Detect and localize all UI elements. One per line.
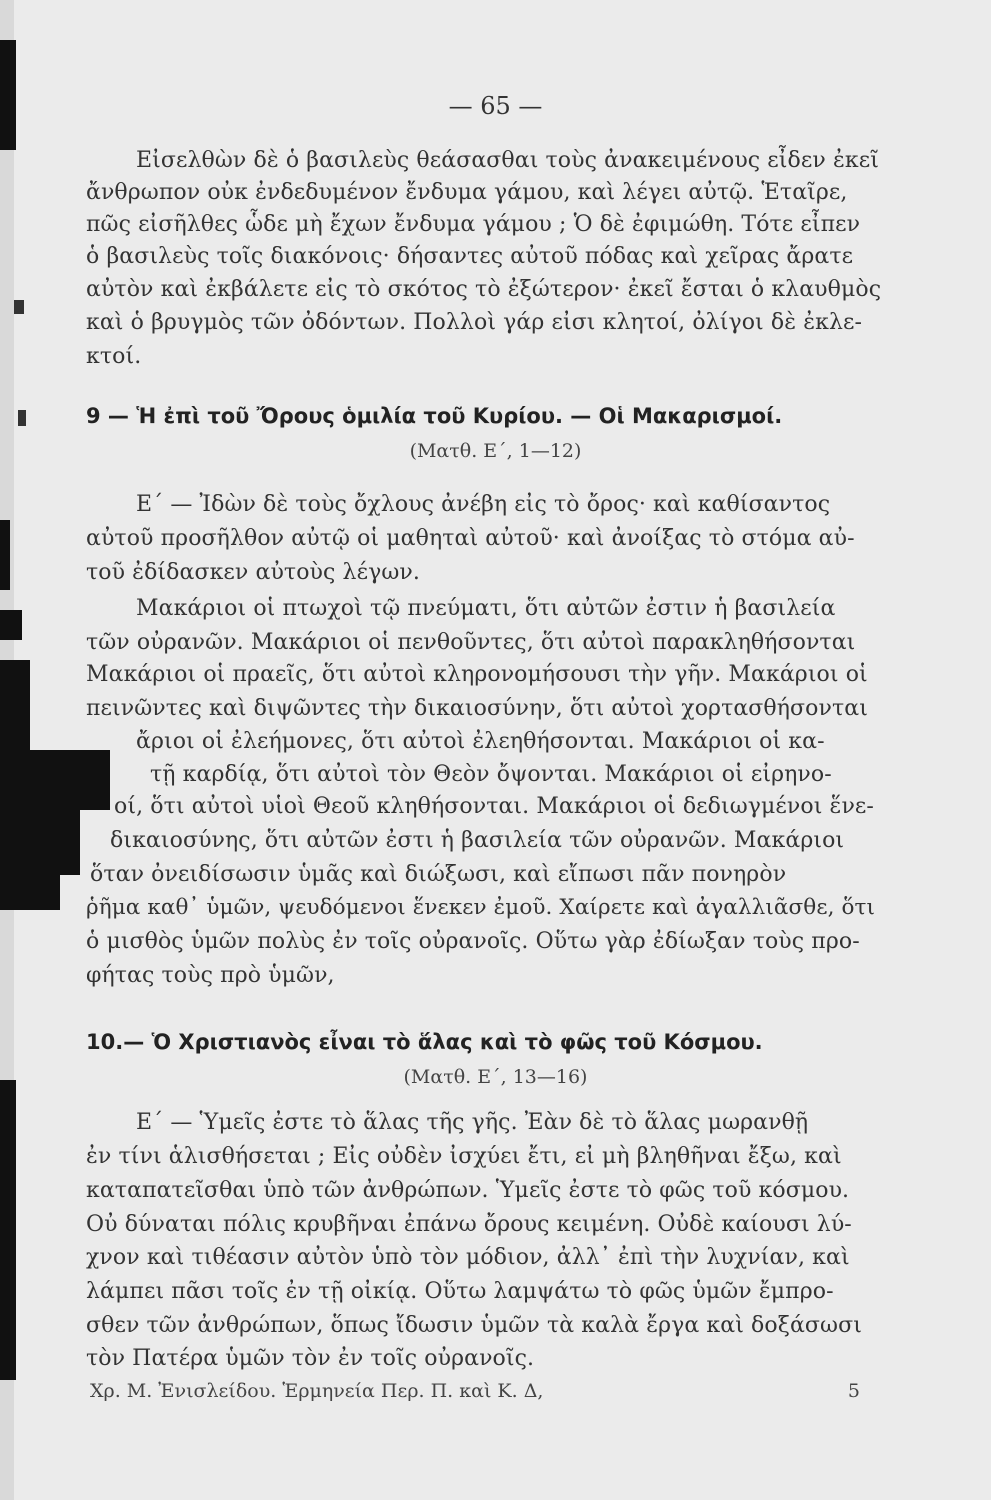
text-line: τὸν Πατέρα ὑμῶν τὸν ἐν τοῖς οὐρανοῖς. bbox=[86, 1346, 535, 1371]
text-line: Εἰσελθὼν δὲ ὁ βασιλεὺς θεάσασθαι τοὺς ἀνακειμένους εἶδεν ἐκεῖ bbox=[136, 148, 879, 173]
section-heading: 9 — Ἡ ἐπὶ τοῦ Ὄρους ὁμιλία τοῦ Κυρίου. — Οἱ Μακαρισμοί. bbox=[86, 404, 783, 428]
torn-edge-mark bbox=[0, 1080, 16, 1380]
text-line: ἄριοι οἱ ἐλεήμονες, ὅτι αὐτοὶ ἐλεηθήσονται. Μακάριοι οἱ κα- bbox=[136, 729, 825, 754]
text-line: πεινῶντες καὶ διψῶντες τὴν δικαιοσύνην, ὅτι αὐτοὶ χορτασθήσονται bbox=[86, 696, 868, 721]
margin-mark bbox=[18, 410, 26, 426]
text-line: Μακάριοι οἱ πραεῖς, ὅτι αὐτοὶ κληρονομήσουσι τὴν γῆν. Μακάριοι οἱ bbox=[86, 662, 868, 687]
text-line: ὅταν ὀνειδίσωσιν ὑμᾶς καὶ διώξωσι, καὶ εἴπωσι πᾶν πονηρὸν bbox=[90, 862, 787, 887]
page-number: — 65 — bbox=[448, 92, 543, 120]
text-line: χνον καὶ τιθέασιν αὐτὸν ὑπὸ τὸν μόδιον, ἀλλ᾿ ἐπὶ τὴν λυχνίαν, καὶ bbox=[86, 1245, 850, 1270]
text-line: πῶς εἰσῆλθες ὧδε μὴ ἔχων ἔνδυμα γάμου ; Ὁ δὲ ἐφιμώθη. Τότε εἶπεν bbox=[86, 212, 861, 237]
section-reference: (Ματθ. Ε΄, 1—12) bbox=[409, 440, 582, 462]
signature-mark: 5 bbox=[847, 1380, 860, 1402]
text-line: λάμπει πᾶσι τοῖς ἐν τῇ οἰκίᾳ. Οὕτω λαμψάτω τὸ φῶς ὑμῶν ἔμπρο- bbox=[86, 1279, 834, 1304]
section-heading: 10.— Ὁ Χριστιανὸς εἶναι τὸ ἅλας καὶ τὸ φῶς τοῦ Κόσμου. bbox=[86, 1030, 763, 1054]
text-line: σθεν τῶν ἀνθρώπων, ὅπως ἴδωσιν ὑμῶν τὰ καλὰ ἔργα καὶ δοξάσωσι bbox=[86, 1313, 862, 1338]
footer-citation: Χρ. Μ. Ἐνισλείδου. Ἑρμηνεία Περ. Π. καὶ Κ. Δ, bbox=[90, 1380, 544, 1402]
text-line: κτοί. bbox=[86, 344, 142, 369]
text-line: τῇ καρδίᾳ, ὅτι αὐτοὶ τὸν Θεὸν ὄψονται. Μακάριοι οἱ εἰρηνο- bbox=[150, 762, 832, 787]
torn-edge-mark bbox=[0, 660, 30, 750]
torn-edge-mark bbox=[0, 750, 110, 810]
text-line: καὶ ὁ βρυγμὸς τῶν ὀδόντων. Πολλοὶ γάρ εἰσι κλητοί, ὀλίγοι δὲ ἐκλε- bbox=[86, 310, 863, 335]
text-line: φήτας τοὺς πρὸ ὑμῶν, bbox=[86, 963, 335, 988]
text-line: οί, ὅτι αὐτοὶ υἱοὶ Θεοῦ κληθήσονται. Μακάριοι οἱ δεδιωγμένοι ἕνε- bbox=[114, 794, 874, 819]
torn-edge-mark bbox=[0, 610, 22, 640]
torn-edge-mark bbox=[0, 805, 80, 875]
text-line: Ε΄ — Ἰδὼν δὲ τοὺς ὄχλους ἀνέβη εἰς τὸ ὄρος· καὶ καθίσαντος bbox=[136, 492, 831, 517]
section-reference: (Ματθ. Ε΄, 13—16) bbox=[403, 1066, 588, 1088]
text-line: ῥῆμα καθ᾿ ὑμῶν, ψευδόμενοι ἕνεκεν ἐμοῦ. Χαίρετε καὶ ἀγαλλιᾶσθε, ὅτι bbox=[86, 895, 876, 920]
text-line: αὐτοῦ προσῆλθον αὐτῷ οἱ μαθηταὶ αὐτοῦ· καὶ ἀνοίξας τὸ στόμα αὐ- bbox=[86, 526, 855, 551]
text-line: αὐτὸν καὶ ἐκβάλετε εἰς τὸ σκότος τὸ ἐξώτερον· ἐκεῖ ἔσται ὁ κλαυθμὸς bbox=[86, 277, 882, 302]
torn-edge-mark bbox=[0, 870, 60, 910]
text-line: τῶν οὐρανῶν. Μακάριοι οἱ πενθοῦντες, ὅτι αὐτοὶ παρακληθήσονται bbox=[86, 630, 856, 655]
text-line: Μακάριοι οἱ πτωχοὶ τῷ πνεύματι, ὅτι αὐτῶν ἐστιν ἡ βασιλεία bbox=[136, 596, 836, 621]
text-line: δικαιοσύνης, ὅτι αὐτῶν ἐστι ἡ βασιλεία τῶν οὐρανῶν. Μακάριοι bbox=[110, 828, 845, 853]
text-line: ἄνθρωπον οὐκ ἐνδεδυμένον ἔνδυμα γάμου, καὶ λέγει αὐτῷ. Ἑταῖρε, bbox=[86, 180, 848, 205]
page-footer bbox=[90, 1380, 860, 1402]
text-line: τοῦ ἐδίδασκεν αὐτοὺς λέγων. bbox=[86, 560, 420, 585]
margin-mark bbox=[14, 300, 24, 314]
text-line: ὁ μισθὸς ὑμῶν πολὺς ἐν τοῖς οὐρανοῖς. Οὕτω γὰρ ἐδίωξαν τοὺς προ- bbox=[86, 929, 860, 954]
text-line: ἐν τίνι ἁλισθήσεται ; Εἰς οὐδὲν ἰσχύει ἔτι, εἰ μὴ βληθῆναι ἔξω, καὶ bbox=[86, 1144, 842, 1169]
text-line: καταπατεῖσθαι ὑπὸ τῶν ἀνθρώπων. Ὑμεῖς ἐστε τὸ φῶς τοῦ κόσμου. bbox=[86, 1178, 850, 1203]
text-line: Ε΄ — Ὑμεῖς ἐστε τὸ ἅλας τῆς γῆς. Ἐὰν δὲ τὸ ἅλας μωρανθῇ bbox=[136, 1110, 809, 1135]
torn-edge-mark bbox=[0, 520, 10, 590]
text-line: Οὐ δύναται πόλις κρυβῆναι ἐπάνω ὄρους κειμένη. Οὐδὲ καίουσι λύ- bbox=[86, 1212, 852, 1237]
text-line: ὁ βασιλεὺς τοῖς διακόνοις· δήσαντες αὐτοῦ πόδας καὶ χεῖρας ἄρατε bbox=[86, 244, 854, 269]
